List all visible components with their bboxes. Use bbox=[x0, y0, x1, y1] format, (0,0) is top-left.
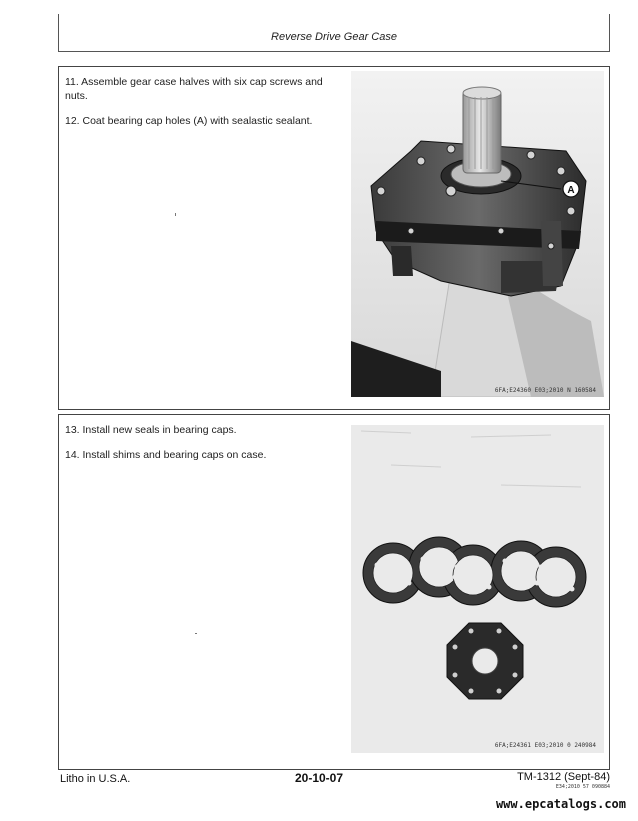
step-11: 11. Assemble gear case halves with six cap screws and nuts. bbox=[65, 76, 323, 102]
page-title: Reverse Drive Gear Case bbox=[271, 31, 397, 43]
procedure-panel-2 bbox=[58, 414, 610, 770]
shims-bearing-caps-illustration bbox=[351, 425, 604, 753]
watermark-url: www.epcatalogs.com bbox=[495, 797, 626, 811]
manual-id: TM-1312 (Sept-84) bbox=[517, 771, 610, 783]
step-14: 14. Install shims and bearing caps on case. bbox=[65, 449, 267, 461]
steps-list-1 bbox=[65, 75, 345, 139]
callout-a: A bbox=[567, 185, 575, 196]
gear-case-photo bbox=[351, 71, 604, 397]
gear-case-illustration bbox=[351, 71, 604, 397]
step-13: 13. Install new seals in bearing caps. bbox=[65, 424, 237, 436]
seals-shims-photo bbox=[351, 425, 604, 753]
footer-code: E34;2010 57 090884 bbox=[555, 784, 610, 790]
page-header bbox=[58, 14, 610, 52]
photo-caption-1: 6FA;E24360 E03;2010 N 160584 bbox=[494, 387, 596, 394]
scan-speck bbox=[195, 633, 197, 634]
steps-list-2 bbox=[65, 423, 345, 473]
scan-speck bbox=[175, 213, 176, 216]
step-12: 12. Coat bearing cap holes (A) with sealastic sealant. bbox=[65, 115, 313, 127]
footer-litho: Litho in U.S.A. bbox=[60, 773, 131, 785]
page-number: 20-10-07 bbox=[294, 771, 344, 785]
photo-caption-2: 6FA;E24361 E03;2010 0 240984 bbox=[494, 742, 596, 749]
procedure-panel-1 bbox=[58, 66, 610, 410]
